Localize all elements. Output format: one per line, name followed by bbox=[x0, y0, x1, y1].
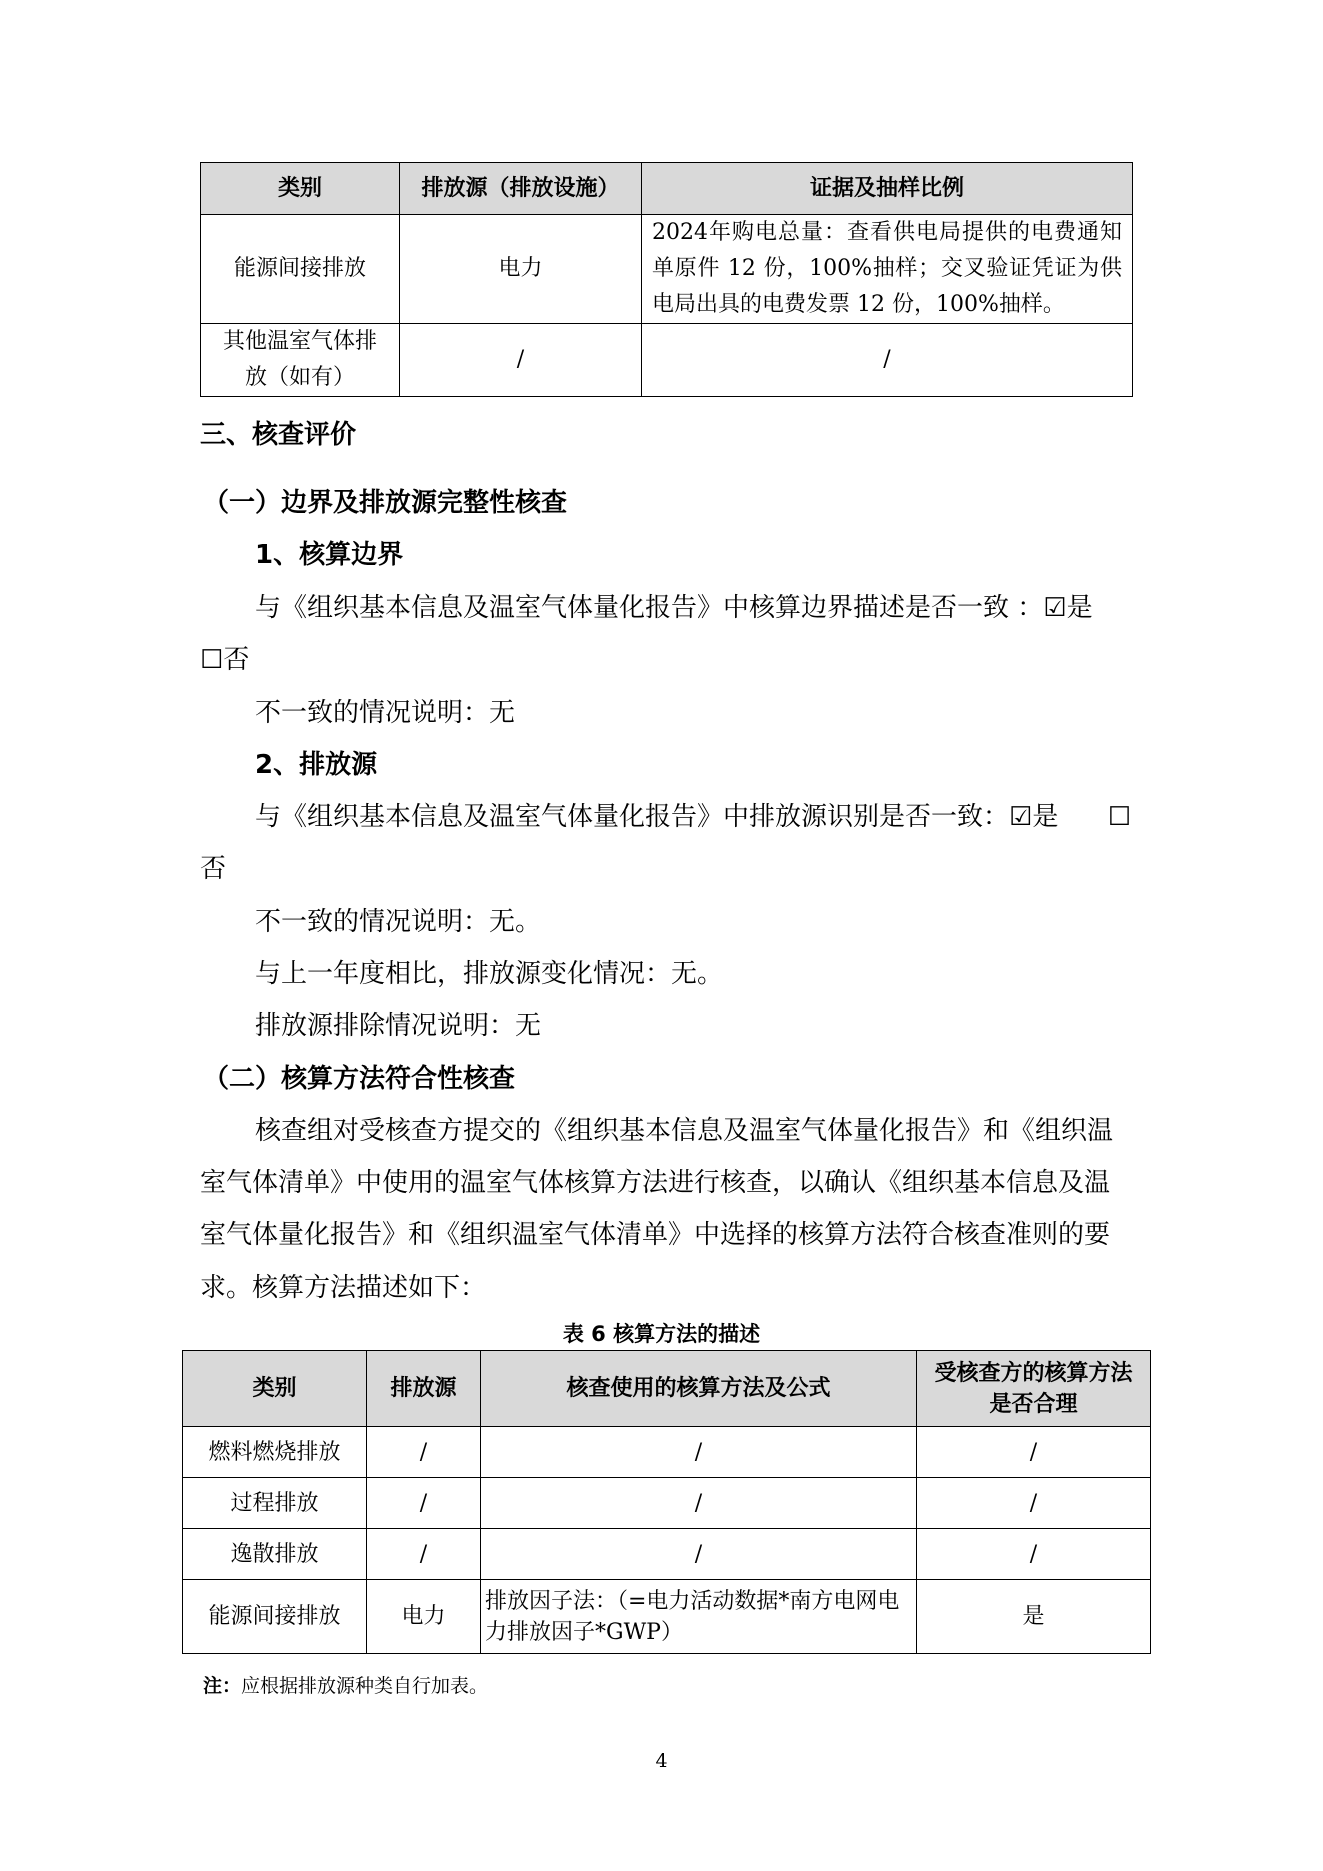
source-question-text: 与《组织基本信息及温室气体量化报告》中排放源识别是否一致： bbox=[255, 802, 1010, 832]
yes-label: 是 bbox=[1066, 593, 1093, 623]
cell-category: 能源间接排放 bbox=[183, 1580, 367, 1654]
table-header-row bbox=[201, 163, 1133, 215]
source-explanation: 不一致的情况说明：无。 bbox=[255, 907, 542, 937]
source-no-label: 否 bbox=[200, 854, 227, 884]
evidence-table bbox=[200, 162, 1133, 397]
cell-evidence: 2024年购电总量：查看供电局提供的电费通知单原件 12 份，100%抽样；交叉验证凭证为供电局出具的电费发票 12 份，100%抽样。 bbox=[642, 215, 1133, 324]
cell-category: 逸散排放 bbox=[183, 1529, 367, 1580]
table-note bbox=[203, 1671, 488, 1698]
cell-reasonable: / bbox=[917, 1427, 1151, 1478]
page-number: 4 bbox=[655, 1750, 668, 1772]
section-title: 三、核查评价 bbox=[200, 420, 357, 450]
paragraph-line: 求。核算方法描述如下： bbox=[200, 1273, 487, 1303]
yes-label: 是 bbox=[1032, 802, 1059, 832]
table-header-row bbox=[183, 1351, 1151, 1427]
note-text: 应根据排放源种类自行加表。 bbox=[241, 1675, 489, 1697]
source-question bbox=[255, 800, 1131, 834]
cell-method: / bbox=[481, 1529, 917, 1580]
header-method: 核查使用的核算方法及公式 bbox=[481, 1351, 917, 1427]
table-row bbox=[183, 1580, 1151, 1654]
cell-method: / bbox=[481, 1478, 917, 1529]
cell-reasonable: / bbox=[917, 1529, 1151, 1580]
header-emission-source: 排放源 bbox=[367, 1351, 481, 1427]
cell-source: 电力 bbox=[400, 215, 642, 324]
cell-source: 电力 bbox=[367, 1580, 481, 1654]
cell-reasonable: / bbox=[917, 1478, 1151, 1529]
method-table bbox=[182, 1350, 1151, 1654]
cell-source: / bbox=[367, 1529, 481, 1580]
source-change: 与上一年度相比，排放源变化情况：无。 bbox=[255, 959, 724, 989]
table-row bbox=[201, 324, 1133, 397]
checked-box-icon: ☑ bbox=[1009, 802, 1033, 832]
cell-category: 其他温室气体排放（如有） bbox=[201, 324, 400, 397]
boundary-explanation: 不一致的情况说明：无 bbox=[255, 698, 516, 728]
item-title-boundary: 1、核算边界 bbox=[255, 540, 404, 570]
table-row bbox=[201, 215, 1133, 324]
unchecked-box-icon: ☐ bbox=[200, 645, 224, 675]
paragraph-line: 核查组对受核查方提交的《组织基本信息及温室气体量化报告》和《组织温 bbox=[255, 1116, 1114, 1146]
boundary-question-text: 与《组织基本信息及温室气体量化报告》中核算边界描述是否一致 ： bbox=[255, 593, 1044, 623]
paragraph-line: 室气体清单》中使用的温室气体核算方法进行核查，以确认《组织基本信息及温 bbox=[200, 1168, 1111, 1198]
cell-reasonable: 是 bbox=[917, 1580, 1151, 1654]
subsection-title-method: （二）核算方法符合性核查 bbox=[203, 1064, 516, 1094]
cell-evidence: / bbox=[642, 324, 1133, 397]
cell-source: / bbox=[367, 1478, 481, 1529]
unchecked-box-icon: ☐ bbox=[1107, 802, 1131, 832]
cell-method: 排放因子法：（=电力活动数据*南方电网电力排放因子*GWP） bbox=[481, 1580, 917, 1654]
header-reasonable: 受核查方的核算方法是否合理 bbox=[917, 1351, 1151, 1427]
header-emission-source: 排放源（排放设施） bbox=[400, 163, 642, 215]
cell-method: / bbox=[481, 1427, 917, 1478]
boundary-question bbox=[255, 591, 1131, 625]
source-exclusion: 排放源排除情况说明：无 bbox=[255, 1011, 542, 1041]
header-category: 类别 bbox=[183, 1351, 367, 1427]
no-label: 否 bbox=[223, 645, 250, 675]
item-title-emission-source: 2、排放源 bbox=[255, 750, 378, 780]
paragraph-line: 室气体量化报告》和《组织温室气体清单》中选择的核算方法符合核查准则的要 bbox=[200, 1220, 1111, 1250]
cell-category: 过程排放 bbox=[183, 1478, 367, 1529]
cell-category: 燃料燃烧排放 bbox=[183, 1427, 367, 1478]
note-label: 注： bbox=[203, 1675, 242, 1697]
cell-source: / bbox=[400, 324, 642, 397]
cell-source: / bbox=[367, 1427, 481, 1478]
boundary-no-option bbox=[200, 643, 249, 677]
table-row bbox=[183, 1529, 1151, 1580]
cell-category: 能源间接排放 bbox=[201, 215, 400, 324]
table-row bbox=[183, 1478, 1151, 1529]
checked-box-icon: ☑ bbox=[1043, 593, 1067, 623]
table-caption: 表 6 核算方法的描述 bbox=[562, 1322, 761, 1346]
header-category: 类别 bbox=[201, 163, 400, 215]
header-evidence: 证据及抽样比例 bbox=[642, 163, 1133, 215]
table-row bbox=[183, 1427, 1151, 1478]
subsection-title-boundary: （一）边界及排放源完整性核查 bbox=[203, 488, 568, 518]
